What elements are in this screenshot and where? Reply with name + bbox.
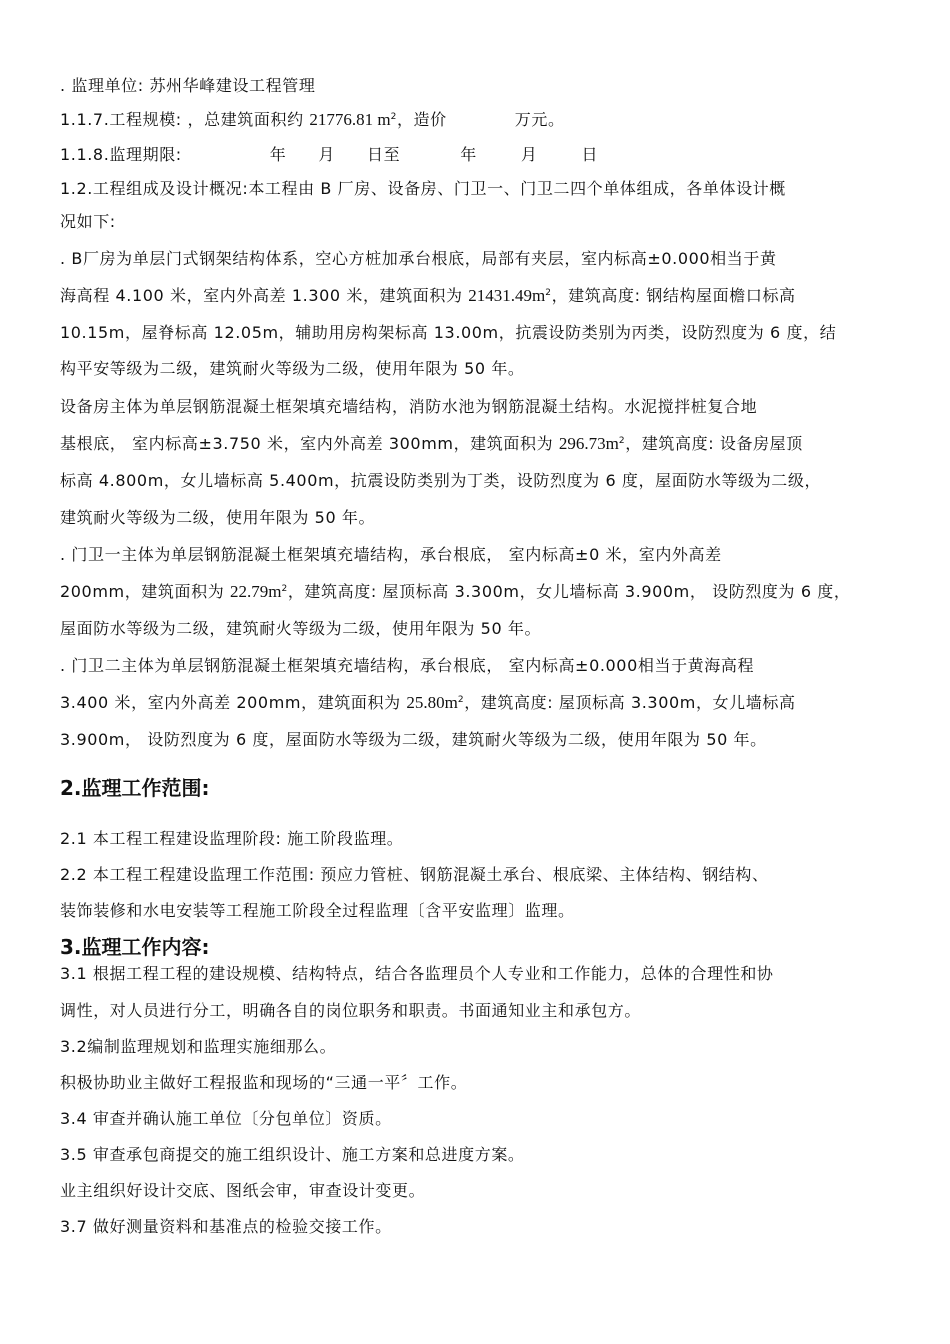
paragraph-line	[60, 323, 836, 343]
text: 设备房主体为单层钢筋混凝土框架填充墙结构，消防水池为钢筋混凝土结构。水泥搅拌桩复合地	[60, 397, 758, 416]
supervision-unit-line	[60, 76, 315, 96]
paragraph-line	[60, 1181, 425, 1201]
text: 200mm，建筑面积为	[60, 582, 230, 601]
text: 2.2 本工程工程建设监理工作范围: 预应力管桩、钢筋混凝土承台、根底梁、主体结构、钢结构、	[60, 865, 769, 884]
paragraph-line	[60, 1109, 392, 1129]
text: 月	[318, 145, 336, 164]
text: . 监理单位: 苏州华峰建设工程管理	[60, 76, 316, 95]
text: 日至	[367, 145, 401, 164]
text: 况如下:	[60, 212, 116, 231]
superscript: 2	[545, 288, 552, 298]
text: 万元。	[514, 110, 565, 129]
superscript: 2	[281, 584, 288, 594]
text: 年	[460, 145, 477, 164]
text: ，建筑高度: 设备房屋顶	[625, 434, 803, 453]
text: 月	[520, 145, 538, 164]
paragraph-line	[60, 865, 769, 885]
area-value: 296.73m	[558, 434, 619, 453]
text: . B厂房为单层门式钢架结构体系，空心方桩加承台根底，局部有夹层，室内标高±0.000相当于黄	[60, 249, 777, 268]
text: . 门卫一主体为单层钢筋混凝土框架填充墙结构，承台根底， 室内标高±0 米，室内外高差	[60, 545, 722, 564]
text: 3.7 做好测量资料和基准点的检验交接工作。	[60, 1217, 392, 1236]
text: 基根底， 室内标高±3.750 米，室内外高差 300mm，建筑面积为	[60, 434, 559, 453]
text: 年	[269, 145, 287, 164]
paragraph-line	[60, 1217, 392, 1237]
supervision-period-line	[60, 145, 598, 165]
paragraph-line	[60, 656, 754, 676]
section-heading-scope: 2.监理工作范围:	[60, 776, 210, 800]
area-value: 25.80m	[406, 693, 458, 712]
text: ，建筑高度: 钢结构屋面檐口标高	[551, 286, 796, 305]
paragraph-line	[60, 730, 767, 750]
text: 积极协助业主做好工程报监和现场的“三通一平〞工作。	[60, 1073, 468, 1092]
text: 1.1.8.监理期限:	[60, 145, 182, 164]
section-heading-content: 3.监理工作内容:	[60, 935, 210, 959]
paragraph-line	[60, 286, 796, 306]
paragraph-line	[60, 829, 403, 849]
text: . 门卫二主体为单层钢筋混凝土框架填充墙结构，承台根底， 室内标高±0.000相当于黄海高程	[60, 656, 755, 675]
text: 构平安等级为二级，建筑耐火等级为二级，使用年限为 50 年。	[60, 359, 525, 378]
text: 海高程 4.100 米，室内外高差 1.300 米，建筑面积为	[60, 286, 469, 305]
paragraph-line	[60, 1001, 641, 1021]
text: 建筑耐火等级为二级，使用年限为 50 年。	[60, 508, 376, 527]
text: 标高 4.800m，女儿墙标高 5.400m，抗震设防类别为丁类，设防烈度为 6 度，屋面防水等级为二级，	[60, 471, 822, 490]
paragraph-line	[60, 901, 575, 921]
text: 3.4 审查并确认施工单位〔分包单位〕资质。	[60, 1109, 392, 1128]
text: 调性，对人员进行分工，明确各自的岗位职务和职责。书面通知业主和承包方。	[60, 1001, 642, 1020]
text: 3.2编制监理规划和监理实施细那么。	[60, 1037, 337, 1056]
paragraph-line	[60, 434, 803, 454]
text: ，造价	[396, 110, 447, 129]
text: 装饰装修和水电安装等工程施工阶段全过程监理〔含平安监理〕监理。	[60, 901, 575, 920]
paragraph-line	[60, 359, 525, 379]
paragraph-line	[60, 212, 116, 232]
project-scale-line	[60, 110, 565, 130]
text: 日	[581, 145, 599, 164]
text: 1.1.7.工程规模: ，总建筑面积约	[60, 110, 310, 129]
area-value: 21431.49m	[468, 286, 546, 305]
paragraph-line	[60, 1037, 336, 1057]
text: 3.1 根据工程工程的建设规模、结构特点，结合各监理员个人专业和工作能力，总体的合理性和协	[60, 964, 774, 983]
paragraph-line	[60, 249, 777, 269]
superscript: 2	[618, 436, 626, 446]
paragraph-line	[60, 471, 821, 491]
paragraph-line	[60, 1145, 525, 1165]
superscript: 2	[457, 695, 465, 705]
text: 3.900m， 设防烈度为 6 度，屋面防水等级为二级，建筑耐火等级为二级，使用年限为 50 年。	[60, 730, 767, 749]
text: 1.2.工程组成及设计概况:本工程由 B 厂房、设备房、门卫一、门卫二四个单体组成，各单体设计概	[60, 179, 786, 198]
paragraph-line	[60, 397, 757, 417]
paragraph-line	[60, 964, 774, 984]
paragraph-line	[60, 582, 850, 602]
text: ，建筑高度: 屋顶标高 3.300m，女儿墙标高	[464, 693, 796, 712]
text: ，建筑高度: 屋顶标高 3.300m，女儿墙标高 3.900m， 设防烈度为 6 度，	[287, 582, 851, 601]
paragraph-line	[60, 1073, 467, 1093]
text: 10.15m，屋脊标高 12.05m，辅助用房构架标高 13.00m，抗震设防类别为丙类，设防烈度为 6 度，结	[60, 323, 837, 342]
project-composition-line	[60, 179, 786, 199]
paragraph-line	[60, 693, 796, 713]
text: 2.1 本工程工程建设监理阶段: 施工阶段监理。	[60, 829, 404, 848]
total-area-value: 21776.81 m	[309, 110, 391, 129]
paragraph-line	[60, 545, 722, 565]
paragraph-line	[60, 508, 375, 528]
text: 业主组织好设计交底、图纸会审，审查设计变更。	[60, 1181, 426, 1200]
area-value: 22.79m	[230, 582, 282, 601]
superscript: 2	[390, 112, 397, 122]
text: 3.5 审查承包商提交的施工组织设计、施工方案和总进度方案。	[60, 1145, 525, 1164]
text: 3.400 米，室内外高差 200mm，建筑面积为	[60, 693, 407, 712]
text: 屋面防水等级为二级，建筑耐火等级为二级，使用年限为 50 年。	[60, 619, 542, 638]
paragraph-line	[60, 619, 541, 639]
